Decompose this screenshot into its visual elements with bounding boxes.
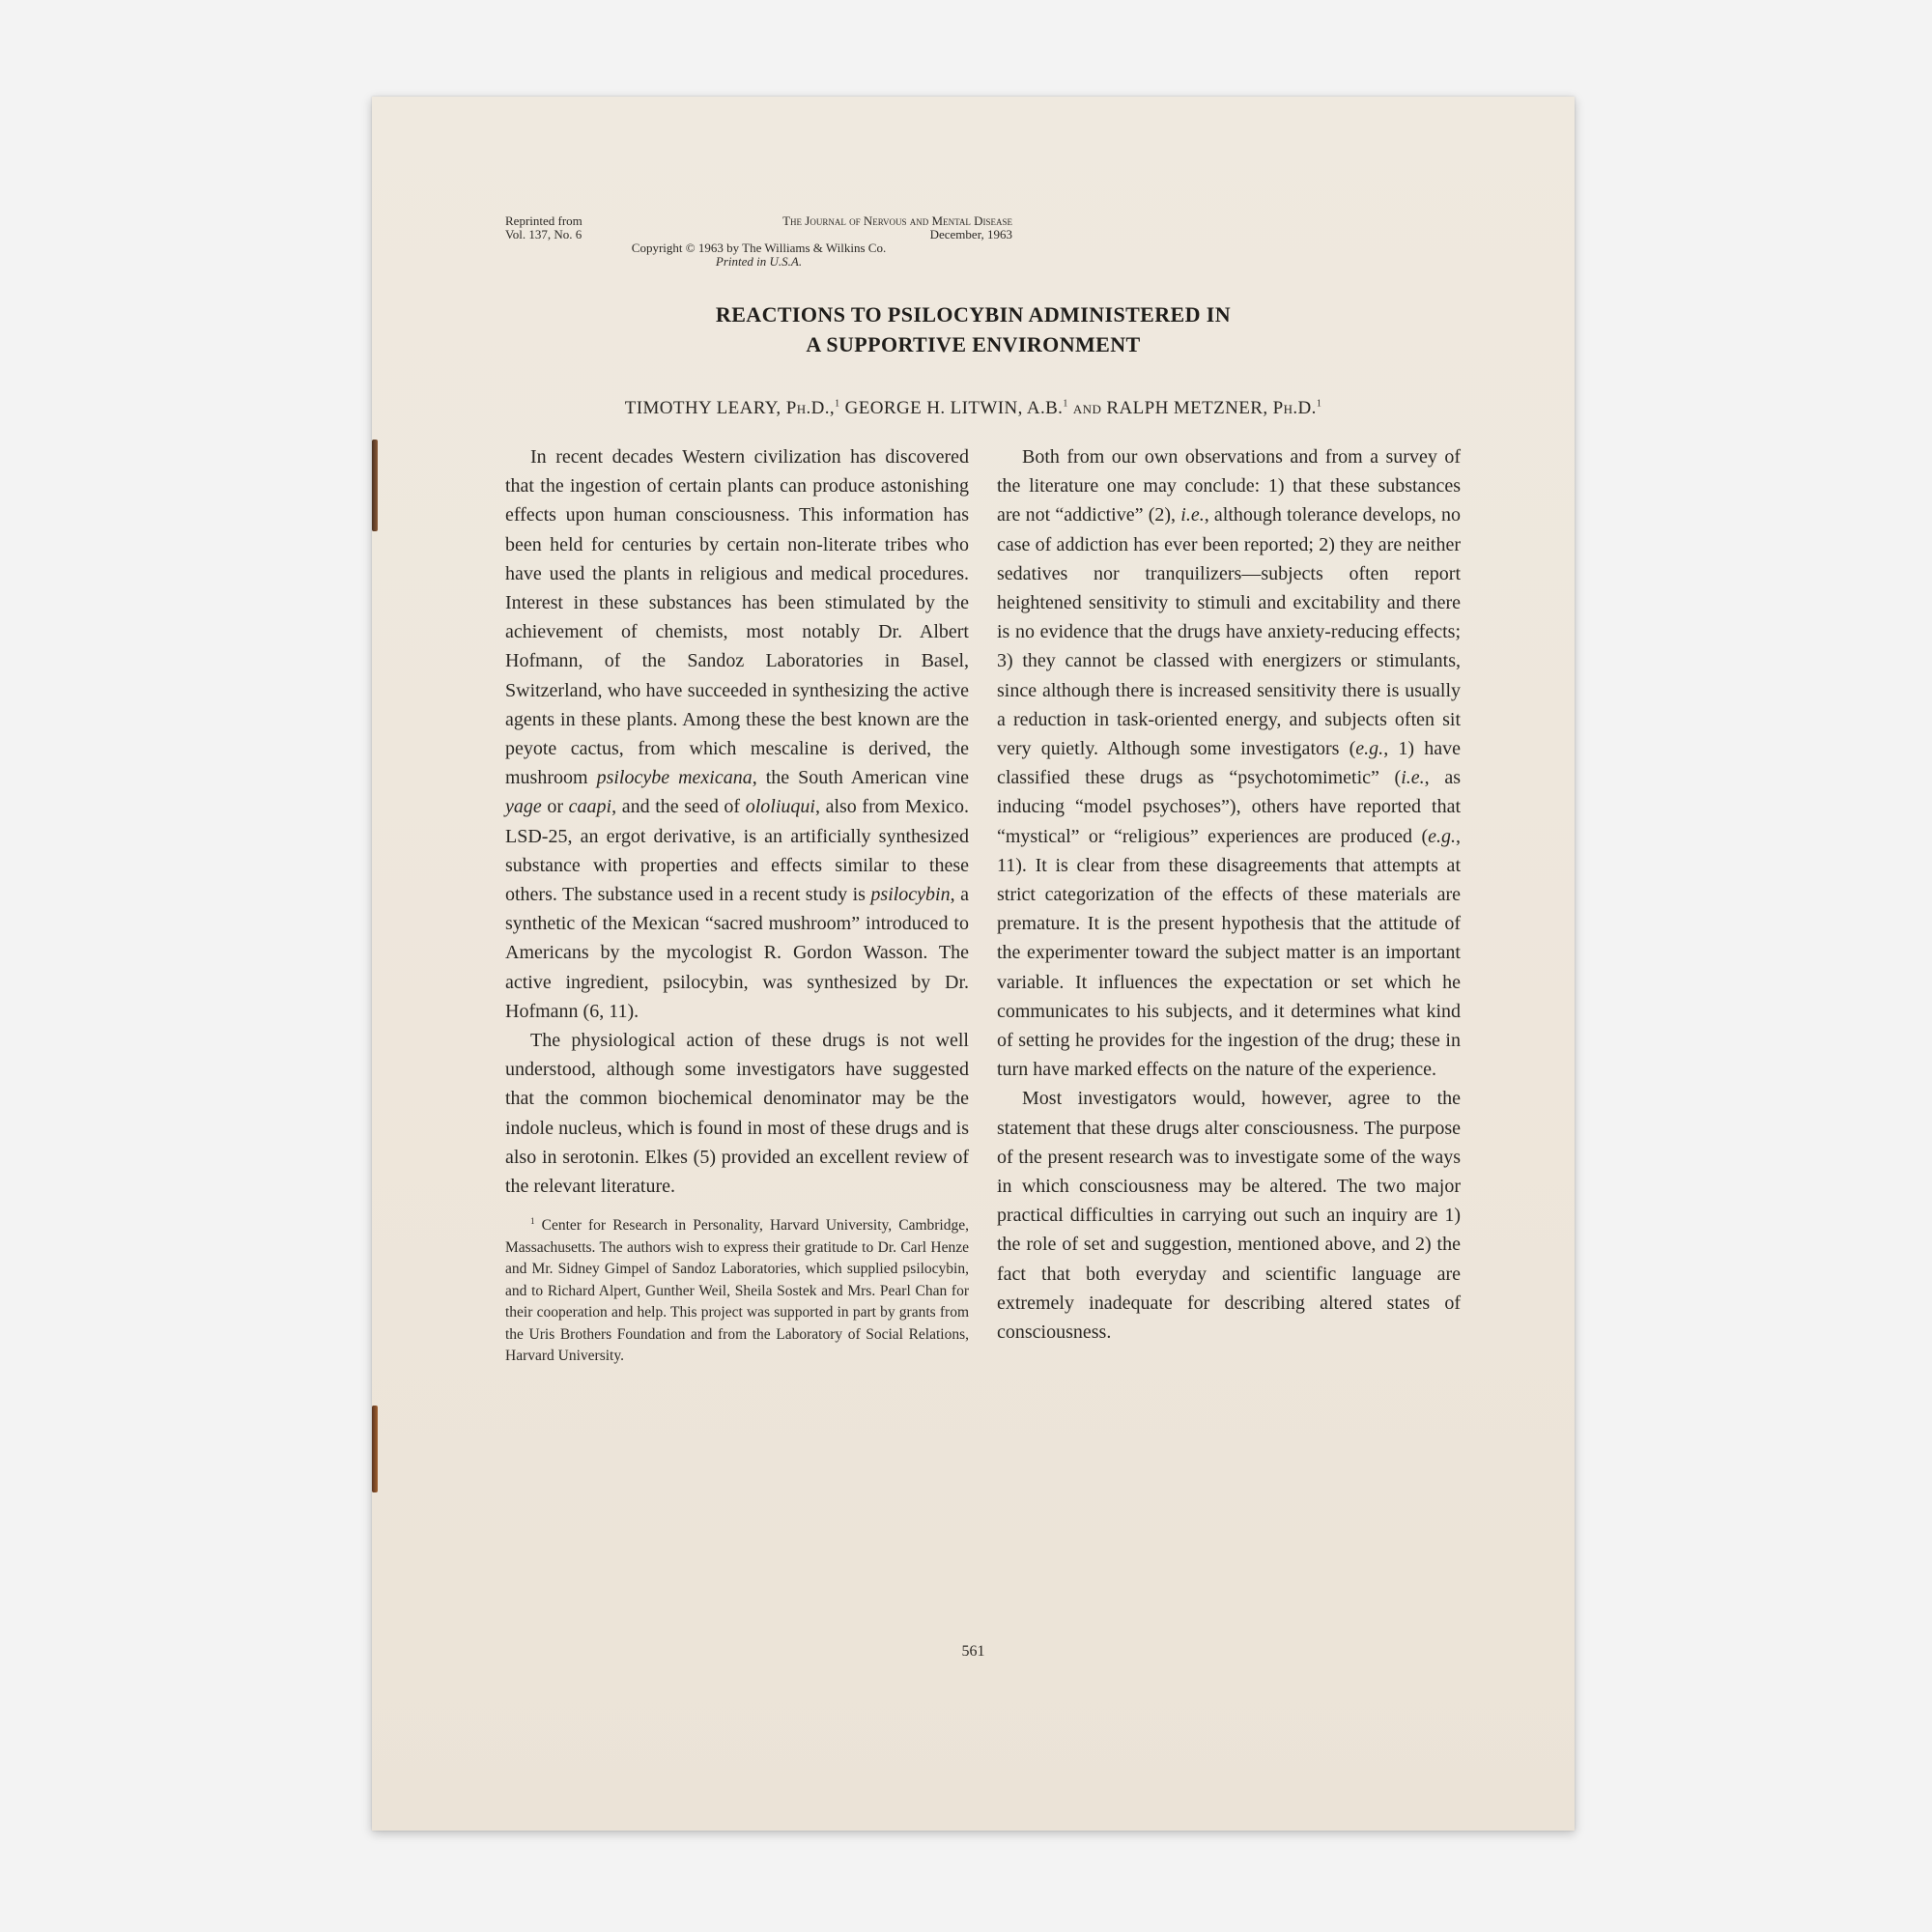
footnote-ref: 1 bbox=[1063, 398, 1068, 410]
text-run: , also from Mexico. LSD-25, an ergot derivative, is an artificially synthesized substance with properties and effects similar to these others. The substance used in a recent study is bbox=[505, 796, 969, 906]
author-litwin: GEORGE H. LITWIN, A.B. bbox=[839, 398, 1064, 418]
italic-term: yage bbox=[505, 796, 542, 818]
reprint-label: Reprinted from bbox=[505, 213, 582, 228]
right-column bbox=[997, 442, 1461, 1347]
binding-stain bbox=[372, 1406, 378, 1492]
title-line-2: A SUPPORTIVE ENVIRONMENT bbox=[806, 332, 1141, 356]
text-run: In recent decades Western civilization has discovered that the ingestion of certain plants can produce astonishing effects upon human consciousness. This information has been held for centuries by certain non-literate tribes who have used the plants in religious and medical procedures. Interest in these substances has been stimulated by the achievement of chemists, most notably Dr. Albert Hofmann, of the Sandoz Laboratories in Basel, Switzerland, who have succeeded in synthesizing the active agents in these plants. Among these the best known are the peyote cactus, from which mescaline is derived, the mushroom bbox=[505, 446, 969, 789]
issue-date: December, 1963 bbox=[929, 227, 1012, 242]
journal-name: The Journal of Nervous and Mental Disease bbox=[782, 213, 1012, 228]
italic-term: psilocybe mexicana bbox=[596, 767, 753, 789]
italic-term: psilocybin bbox=[870, 884, 951, 906]
paragraph bbox=[505, 442, 969, 1026]
text-run: , as inducing “model psychoses”), others have reported that “mystical” or “religious” experiences are produced ( bbox=[997, 767, 1461, 847]
paragraph: Most investigators would, however, agree to the statement that these drugs alter consciousness. The purpose of the present research was to investigate some of the ways in which consciousness may be altered. The two major practical difficulties in carrying out such an inquiry are 1) the role of set and suggestion, mentioned above, and 2) the fact that both everyday and scientific language are extremely inadequate for describing altered states of consciousness. bbox=[997, 1088, 1461, 1344]
author-and: and bbox=[1067, 398, 1107, 418]
footnote bbox=[505, 1210, 969, 1368]
text-run: , 11). It is clear from these disagreements that attempts at strict categorization of the effects of these materials are premature. It is the present hypothesis that the attitude of the experimenter toward the subject matter is an important variable. It influences the expectation or set which he communicates to his subjects, and it determines what kind of setting he provides for the ingestion of the drug; these in turn have marked effects on the nature of the experience. bbox=[997, 825, 1461, 1081]
printed-line: Printed in U.S.A. bbox=[715, 254, 803, 269]
text-run: , and the seed of bbox=[611, 796, 746, 818]
italic-term: i.e. bbox=[1180, 504, 1205, 526]
reprint-header bbox=[505, 214, 1012, 269]
text-run: , although tolerance develops, no case of addiction has ever been reported; 2) they are neither sedatives nor tranquilizers—subjects often report heightened sensitivity to stimuli and excitability and there is no evidence that the drugs have anxiety-reducing effects; 3) they cannot be classed with energizers or stimulants, since although there is increased sensitivity there is usually a reduction in task-oriented energy, and subjects often sit very quietly. Although some investigators ( bbox=[997, 504, 1461, 760]
author-degree: Ph.D. bbox=[1272, 398, 1317, 418]
paragraph: The physiological action of these drugs is not well understood, although some investigators have suggested that the common biochemical denominator may be the indole nucleus, which is found in most of these drugs and is also in serotonin. Elkes (5) provided an excellent review of the relevant literature. bbox=[505, 1030, 969, 1198]
author-metzner: RALPH METZNER, bbox=[1106, 398, 1273, 418]
author-leary: TIMOTHY LEARY, bbox=[624, 398, 786, 418]
text-run: Both from our own observations and from a survey of the literature one may conclude: 1) that these substances are not “addictive” (2), bbox=[997, 446, 1461, 526]
article-title bbox=[372, 299, 1575, 359]
footnote-text: Center for Research in Personality, Harvard University, Cambridge, Massachusetts. The authors wish to express their gratitude to Dr. Carl Henze and Mr. Sidney Gimpel of Sandoz Laboratories, which supplied psilocybin, and to Richard Alpert, Gunther Weil, Sheila Sostek and Mrs. Pearl Chan for their cooperation and help. This project was supported in part by grants from the Uris Brothers Foundation and from the Laboratory of Social Relations, Harvard University. bbox=[505, 1217, 969, 1365]
author-line bbox=[372, 398, 1575, 419]
paragraph bbox=[997, 442, 1461, 1084]
italic-term: ololiuqui bbox=[745, 796, 815, 818]
author-sep: , bbox=[829, 398, 836, 418]
italic-term: e.g. bbox=[1428, 825, 1456, 847]
title-line-1: REACTIONS TO PSILOCYBIN ADMINISTERED IN bbox=[715, 302, 1232, 327]
footnote-mark: 1 bbox=[530, 1216, 535, 1227]
volume-info: Vol. 137, No. 6 bbox=[505, 227, 582, 242]
italic-term: caapi bbox=[568, 796, 612, 818]
copyright-line: Copyright © 1963 by The Williams & Wilkins Co. bbox=[631, 241, 887, 255]
italic-term: i.e. bbox=[1401, 767, 1425, 789]
text-run: , the South American vine bbox=[752, 767, 969, 789]
text-run: , a synthetic of the Mexican “sacred mushroom” introduced to Americans by the mycologist R. Gordon Wasson. The active ingredient, psilocybin, was synthesized by Dr. Hofmann (6, 11). bbox=[505, 884, 969, 1022]
italic-term: e.g. bbox=[1355, 738, 1384, 760]
page-number: 561 bbox=[961, 1643, 985, 1660]
left-column bbox=[505, 442, 969, 1368]
text-run: , 1) have classified these drugs as “psychotomimetic” ( bbox=[997, 738, 1461, 789]
footnote-ref: 1 bbox=[835, 398, 840, 410]
footnote-ref: 1 bbox=[1316, 398, 1322, 410]
paper-page bbox=[372, 97, 1575, 1831]
author-degree: Ph.D. bbox=[785, 398, 830, 418]
text-run: or bbox=[541, 796, 569, 818]
binding-stain bbox=[372, 440, 378, 531]
